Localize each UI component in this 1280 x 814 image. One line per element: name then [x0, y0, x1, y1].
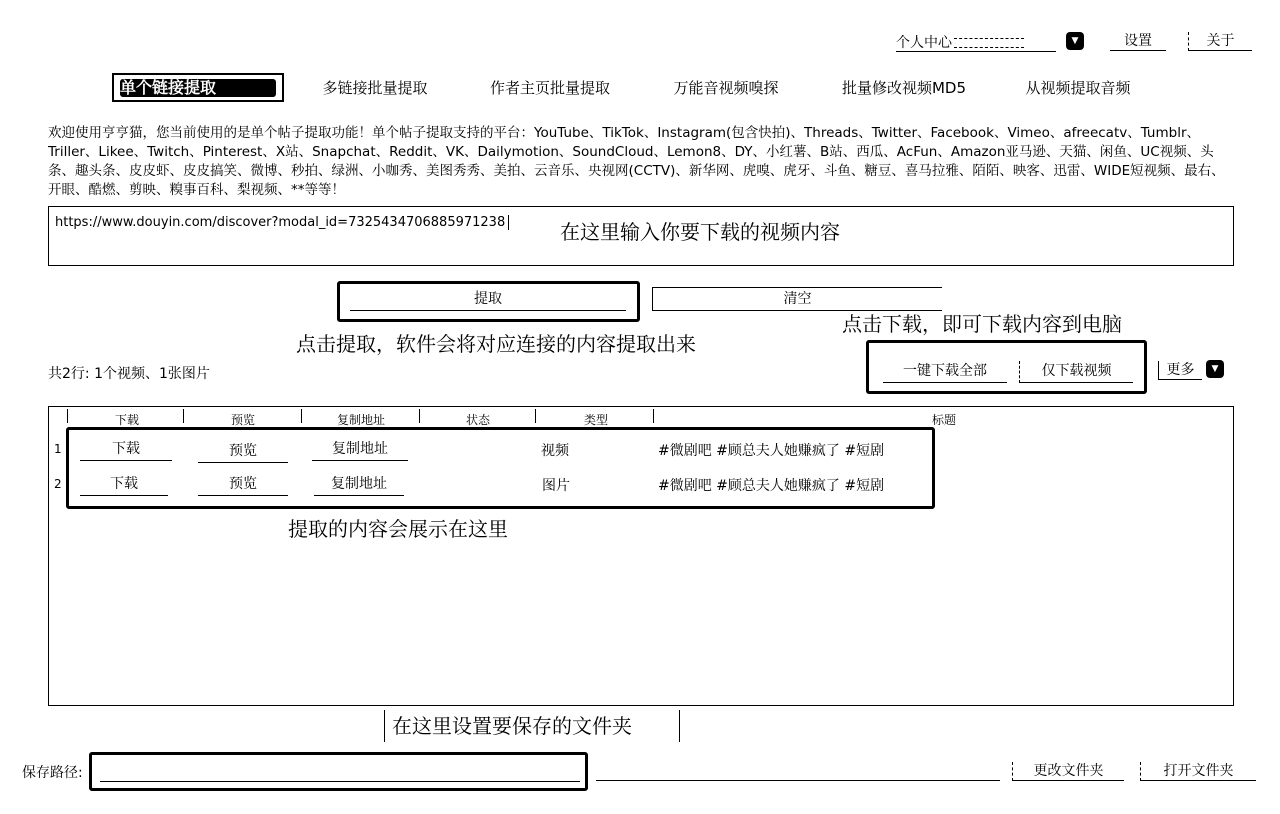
url-input-value: https://www.douyin.com/discover?modal_id=7325434706885971238: [55, 215, 509, 230]
row-number: 1: [54, 442, 62, 456]
row-title: #微剧吧 #顾总夫人她赚疯了 #短剧: [658, 478, 885, 494]
tab-single-link[interactable]: [112, 73, 284, 102]
row-type: 图片: [542, 478, 570, 494]
tab-single-link-label: 单个链接提取: [120, 79, 276, 97]
column-divider: [653, 409, 654, 423]
row-preview-button[interactable]: 预览: [198, 441, 288, 463]
username-redacted: [954, 38, 1024, 48]
row-type: 视频: [541, 443, 569, 459]
about-button[interactable]: 关于: [1188, 32, 1252, 51]
row-download-button[interactable]: 下载: [80, 474, 168, 496]
download-highlight: [866, 340, 1147, 394]
header-status[interactable]: 状态: [465, 413, 490, 427]
chevron-down-icon[interactable]: ▼: [1066, 32, 1084, 50]
download-all-button[interactable]: 一键下载全部: [883, 361, 1007, 383]
save-path-input[interactable]: [100, 762, 580, 782]
table-hint-annotation: 提取的内容会展示在这里: [288, 517, 508, 541]
tab-batch-md5[interactable]: 批量修改视频MD5: [841, 79, 967, 97]
row-preview-button[interactable]: 预览: [198, 474, 288, 496]
clear-button[interactable]: 清空: [652, 287, 942, 311]
column-divider: [419, 409, 420, 423]
row-title: #微剧吧 #顾总夫人她赚疯了 #短剧: [658, 443, 885, 459]
save-path-label: 保存路径:: [22, 765, 83, 781]
extract-highlight: [337, 281, 640, 322]
column-divider: [301, 409, 302, 423]
more-button[interactable]: 更多: [1158, 361, 1202, 380]
row-summary: 共2行: 1个视频、1张图片: [48, 366, 210, 382]
download-video-button[interactable]: 仅下载视频: [1019, 361, 1133, 383]
change-folder-button[interactable]: 更改文件夹: [1012, 762, 1124, 781]
header-copy-address[interactable]: 复制地址: [336, 413, 385, 427]
tab-extract-audio[interactable]: 从视频提取音频: [1025, 79, 1131, 97]
tab-media-sniffer[interactable]: 万能音视频嗅探: [673, 79, 779, 97]
header-preview[interactable]: 预览: [230, 413, 255, 427]
header-title[interactable]: 标题: [931, 413, 956, 427]
input-hint-annotation: 在这里输入你要下载的视频内容: [560, 220, 840, 244]
chevron-down-icon[interactable]: ▼: [1206, 360, 1224, 378]
save-path-underline: [596, 780, 1000, 781]
settings-button[interactable]: 设置: [1110, 32, 1166, 51]
save-path-highlight: [89, 752, 588, 791]
row-number: 2: [54, 477, 62, 491]
column-divider: [535, 409, 536, 423]
header-type[interactable]: 类型: [583, 413, 608, 427]
header-download[interactable]: 下载: [114, 413, 139, 427]
row-copy-button[interactable]: 复制地址: [312, 439, 408, 461]
extract-button[interactable]: 提取: [350, 289, 626, 311]
extract-hint-annotation: 点击提取，软件会将对应连接的内容提取出来: [296, 332, 696, 356]
open-folder-button[interactable]: 打开文件夹: [1140, 762, 1256, 781]
folder-hint-annotation: 在这里设置要保存的文件夹: [392, 714, 632, 738]
intro-text: 欢迎使用亨亨猫，您当前使用的是单个帖子提取功能！单个帖子提取支持的平台：YouTube、TikTok、Instagram(包含快拍)、Threads、Twitter、Facebook、Vimeo、afreecatv、Tumblr、Triller、Likee、Twitch、Pinterest、X站、Snapchat、Reddit、VK、Dailymotion、SoundCloud、Lemon8、DY、小红薯、B站、西瓜、AcFun、Amazon亚马逊、天猫、闲鱼、UC视频、头条、趣头条、皮皮虾、皮皮搞笑、微博、秒拍、绿洲、小咖秀、美图秀秀、美拍、云音乐、央视网(CCTV)、新华网、虎嗅、虎牙、斗鱼、糖豆、喜马拉雅、陌陌、映客、迅雷、WIDE短视频、最右、开眼、酷燃、剪映、糗事百科、梨视频、**等等！: [48, 125, 1225, 198]
download-hint-annotation: 点击下载，即可下载内容到电脑: [842, 312, 1122, 336]
column-divider: [183, 409, 184, 423]
user-center-button[interactable]: [896, 32, 1056, 52]
row-download-button[interactable]: 下载: [80, 439, 172, 461]
row-copy-button[interactable]: 复制地址: [314, 474, 404, 496]
user-center-label: 个人中心: [896, 35, 952, 51]
column-divider: [67, 409, 68, 423]
tab-multi-link[interactable]: 多链接批量提取: [322, 79, 428, 97]
tab-author-homepage[interactable]: 作者主页批量提取: [489, 79, 610, 97]
